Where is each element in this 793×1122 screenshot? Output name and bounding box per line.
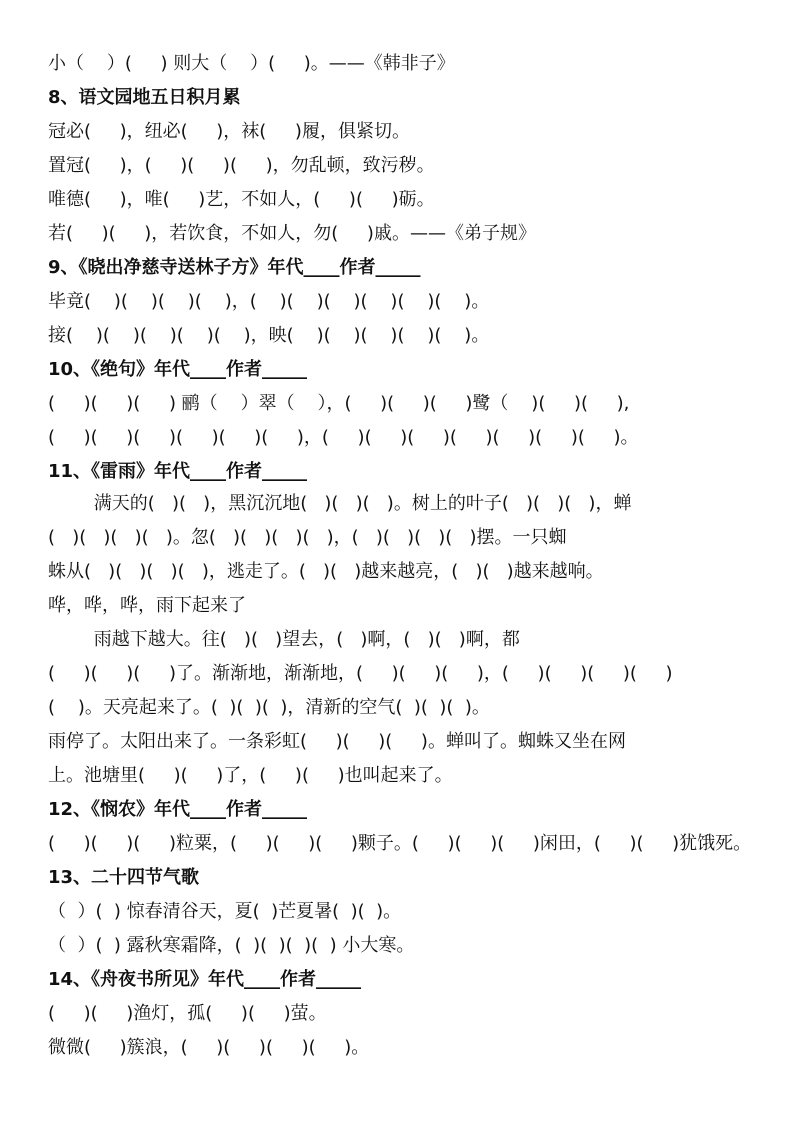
line-8-3: 唯德( )，唯( )艺，不如人，( )( )砺。 [48,189,435,210]
heading-section-11: 11、《雷雨》年代____作者_____ [48,461,308,482]
line-11-6: ( )( )( )了。渐渐地，渐渐地，( )( )( )，( )( )( )( ) [48,663,673,684]
line-14-1: ( )( )渔灯，孤( )( )萤。 [48,1003,327,1024]
line-11-1: 满天的( )( )，黑沉沉地( )( )( )。树上的叶子( )( )( )，蝉 [48,493,632,514]
line-8-4: 若( )( )，若饮食，不如人，勿( )戚。——《弟子规》 [48,223,536,244]
line-11-5: 雨越下越大。往( )( )望去，( )啊，( )( )啊，都 [48,629,520,650]
heading-section-8: 8、语文园地五日积月累 [48,87,241,108]
line-8-1: 冠必( )，纽必( )，袜( )履，俱紧切。 [48,121,410,142]
heading-section-10: 10、《绝句》年代____作者_____ [48,359,308,380]
line-11-9: 上。池塘里( )( )了，( )( )也叫起来了。 [48,765,453,786]
line-9-1: 毕竟( )( )( )( )，( )( )( )( )( )( )。 [48,291,490,312]
line-10-2: ( )( )( )( )( )( )，( )( )( )( )( )( )( )。 [48,427,639,448]
line-11-7: ( )。天亮起来了。( )( )( )，清新的空气( )( )( )。 [48,697,490,718]
line-13-2: （ ）( ) 露秋寒霜降，( )( )( )( ) 小大寒。 [48,935,415,956]
line-9-2: 接( )( )( )( )( )，映( )( )( )( )( )。 [48,325,490,346]
line-14-2: 微微( )簇浪，( )( )( )( )。 [48,1037,370,1058]
line-11-8: 雨停了。太阳出来了。一条彩虹( )( )( )。蝉叫了。蜘蛛又坐在网 [48,731,626,752]
heading-section-9: 9、《晓出净慈寺送林子方》年代____作者_____ [48,257,421,278]
line-11-4: 哗，哗，哗，雨下起来了 [48,595,246,616]
line-13-1: （ ）( ) 惊春清谷天，夏( )芒夏暑( )( )。 [48,901,402,922]
line-10-1: ( )( )( ) 鹂（ ）翠（ ），( )( )( )鹭（ )( )( ), [48,393,630,414]
line-8-2: 置冠( )，( )( )( )，勿乱顿，致污秽。 [48,155,435,176]
line-11-2: ( )( )( )( )。忽( )( )( )( )，( )( )( )( )摆。一只蜘 [48,527,567,548]
heading-section-13: 13、二十四节气歌 [48,867,200,888]
line-12-1: ( )( )( )粒粟，( )( )( )颗子。( )( )( )闲田，( )( )犹饿死。 [48,833,752,854]
heading-section-12: 12、《悯农》年代____作者_____ [48,799,308,820]
heading-section-14: 14、《舟夜书所见》年代____作者_____ [48,969,362,990]
line-11-3: 蛛从( )( )( )( )，逃走了。( )( )越来越亮，( )( )越来越响。 [48,561,604,582]
line-hanfeizi-quote: 小（ ）( ) 则大（ ）( )。——《韩非子》 [48,53,455,74]
